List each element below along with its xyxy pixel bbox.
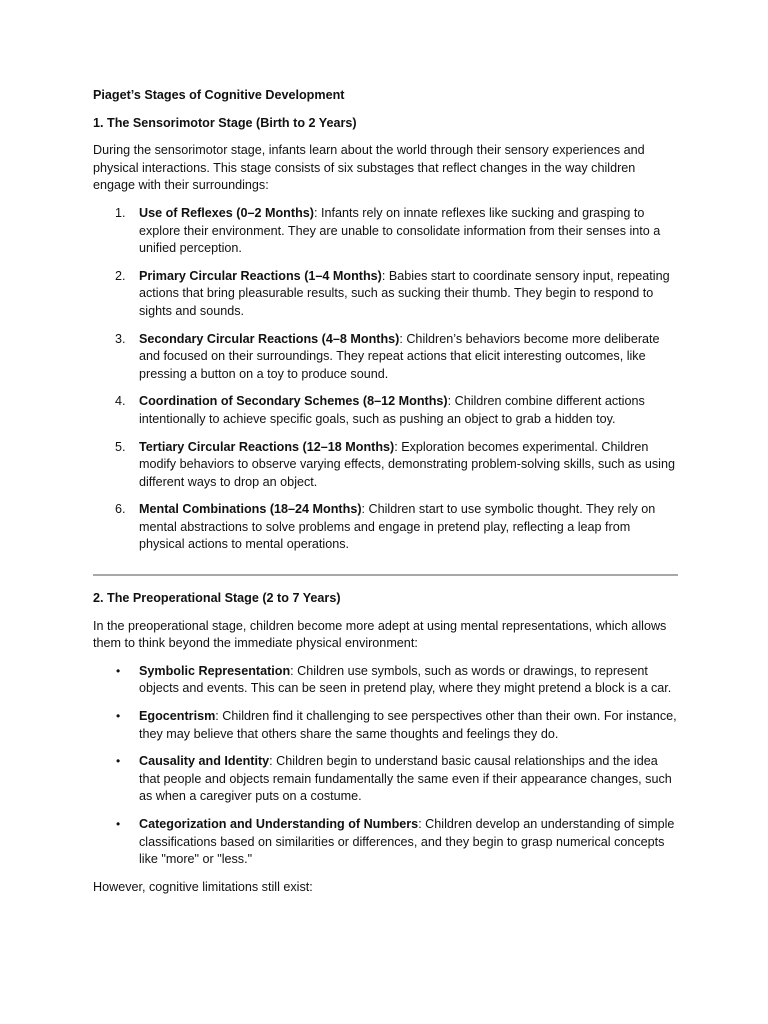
list-item-text: : Babies start to coordinate sensory input, repeating actions that bring pleasurable results, such as sucking their thumb. They begin to respond to sights and sounds. bbox=[139, 268, 670, 318]
list-item-text: : Children begin to understand basic causal relationships and the idea that people and objects remain fundamentally the same even if their appearance changes, such as when a caregiver puts on a costume. bbox=[139, 754, 672, 804]
list-item-text: : Infants rely on innate reflexes like sucking and grasping to explore their environment. They are unable to consolidate information from their senses into a unified perception. bbox=[139, 205, 661, 256]
list-item-term: Categorization and Understanding of Numbers bbox=[139, 817, 419, 831]
list-item-term: Mental Combinations (18–24 Months) bbox=[139, 502, 362, 517]
section-intro-sensorimotor: During the sensorimotor stage, infants learn about the world through their sensory experiences and physical interactions. This stage consists of six substages that reflect changes in the way children engage with their surroundings: bbox=[93, 143, 645, 193]
list-item-term: Use of Reflexes (0–2 Months) bbox=[139, 205, 314, 220]
list-item-term: Egocentrism bbox=[139, 709, 216, 724]
list-item bbox=[93, 268, 678, 321]
list-item-text: : Children’s behaviors become more deliberate and focused on their surroundings. They repeat actions that elicit interesting outcomes, like pressing a button on a toy to produce sound. bbox=[139, 331, 660, 381]
list-number: 6. bbox=[115, 502, 126, 517]
document-title: Piaget’s Stages of Cognitive Development bbox=[93, 88, 345, 102]
bullet-icon: • bbox=[116, 754, 121, 769]
substage-list bbox=[93, 205, 678, 554]
list-item bbox=[93, 331, 678, 384]
list-item-text: : Exploration becomes experimental. Children modify behaviors to observe varying effects, demonstrating problem-solving skills, such as using different ways to drop an object. bbox=[139, 439, 675, 489]
list-item-term: Symbolic Representation bbox=[139, 663, 291, 678]
list-item-text: : Children find it challenging to see perspectives other than their own. For instance, they may believe that others share the same thoughts and feelings they do. bbox=[139, 709, 677, 741]
list-item-text: : Children develop an understanding of simple classifications based on similarities or differences, and they begin to grasp numerical concepts like "more" or "less." bbox=[139, 817, 675, 867]
list-item bbox=[93, 393, 678, 428]
list-number: 5. bbox=[115, 439, 126, 454]
list-item bbox=[93, 816, 678, 869]
document-page bbox=[93, 87, 678, 906]
preoperational-feature-list bbox=[93, 663, 678, 869]
list-number: 2. bbox=[115, 268, 126, 283]
horizontal-divider bbox=[93, 574, 678, 576]
section-heading-preoperational: 2. The Preoperational Stage (2 to 7 Years) bbox=[93, 591, 341, 606]
bullet-icon: • bbox=[116, 817, 121, 831]
list-number: 1. bbox=[115, 205, 126, 220]
list-number: 4. bbox=[115, 394, 126, 409]
list-item-term: Tertiary Circular Reactions (12–18 Months) bbox=[139, 439, 395, 454]
list-number: 3. bbox=[115, 331, 126, 346]
section-intro-preoperational: In the preoperational stage, children become more adept at using mental representations, which allows them to think beyond the immediate physical environment: bbox=[93, 618, 667, 651]
list-item bbox=[93, 753, 678, 806]
list-item-term: Causality and Identity bbox=[139, 754, 270, 769]
list-item bbox=[93, 663, 678, 698]
list-item bbox=[93, 501, 678, 554]
list-item bbox=[93, 439, 678, 492]
list-item-term: Primary Circular Reactions (1–4 Months) bbox=[139, 268, 382, 283]
list-item-text: : Children start to use symbolic thought. They rely on mental abstractions to solve problems and engage in pretend play, reflecting a leap from physical actions to mental operations. bbox=[139, 502, 656, 552]
bullet-icon: • bbox=[116, 663, 121, 678]
section-heading-sensorimotor: 1. The Sensorimotor Stage (Birth to 2 Years) bbox=[93, 115, 357, 130]
list-item-term: Coordination of Secondary Schemes (8–12 Months) bbox=[139, 394, 448, 409]
section-closing-text: However, cognitive limitations still exist: bbox=[93, 879, 313, 894]
list-item-text: : Children use symbols, such as words or drawings, to represent objects and events. This can be seen in pretend play, where they might pretend a block is a car. bbox=[139, 663, 672, 696]
bullet-icon: • bbox=[116, 709, 121, 724]
list-item-term: Secondary Circular Reactions (4–8 Months) bbox=[139, 331, 400, 346]
list-item bbox=[93, 708, 678, 743]
list-item bbox=[93, 205, 678, 258]
list-item-text: : Children combine different actions intentionally to achieve specific goals, such as pushing an object to grab a hidden toy. bbox=[139, 394, 645, 426]
